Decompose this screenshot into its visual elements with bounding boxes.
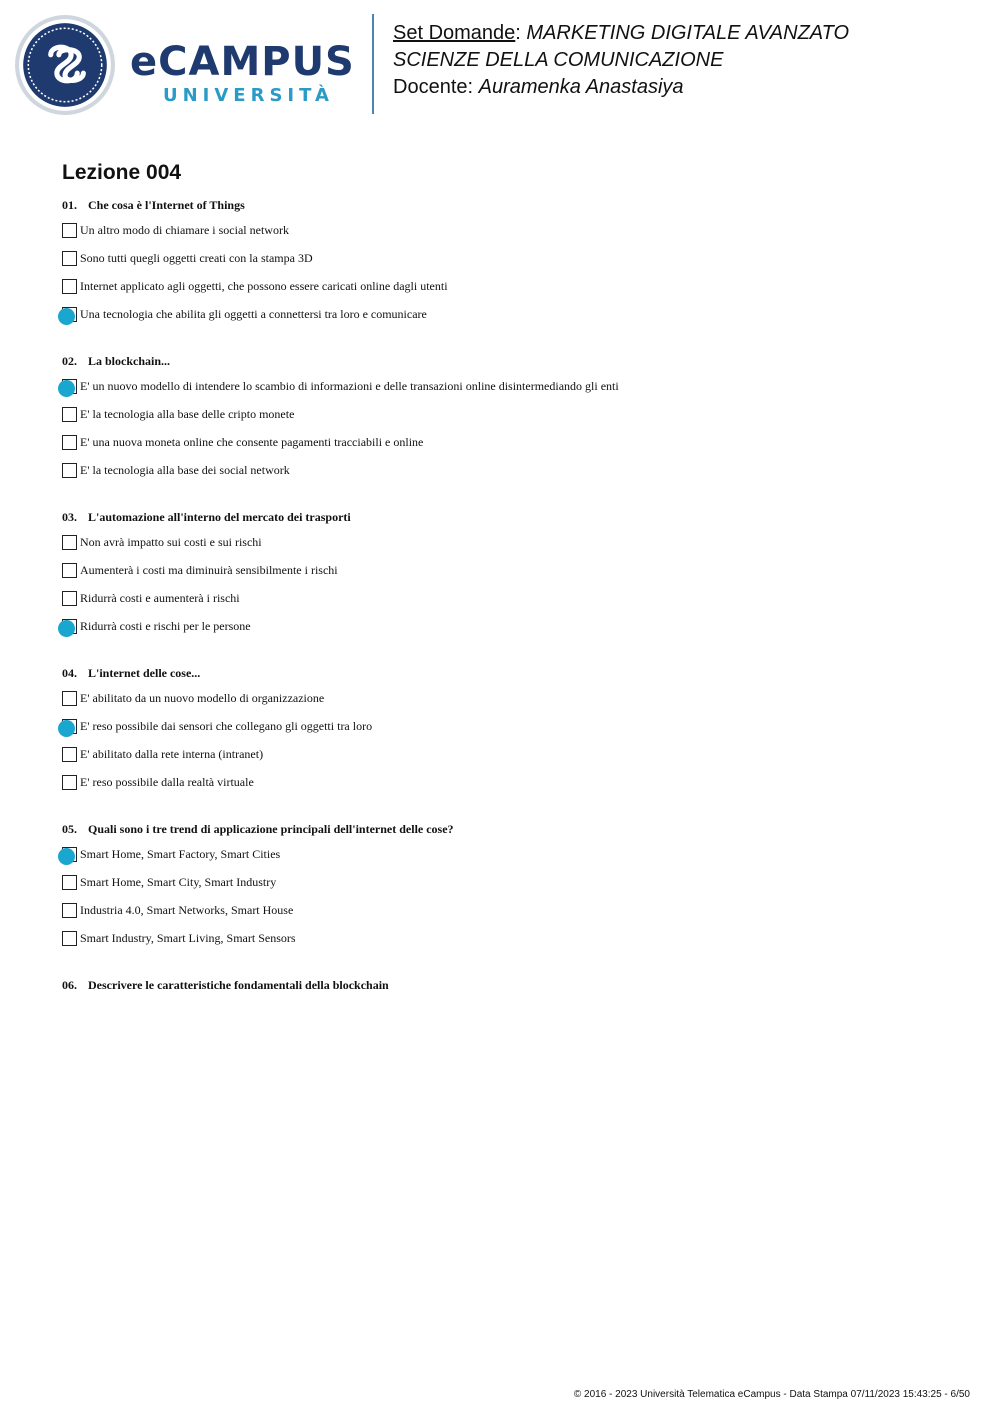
question-number: 06. [62, 978, 77, 992]
answer-label: Smart Industry, Smart Living, Smart Sensors [80, 931, 296, 945]
answer-checkbox[interactable] [62, 435, 77, 450]
answer-checkbox[interactable] [62, 563, 77, 578]
answer-option[interactable] [62, 589, 962, 617]
question-block [62, 507, 962, 645]
ecampus-wordmark [130, 38, 360, 118]
faculty-name: SCIENZE DELLA COMUNICAZIONE [393, 49, 724, 71]
answer-option[interactable] [62, 433, 962, 461]
question-block [62, 819, 962, 957]
answer-option[interactable] [62, 249, 962, 277]
selected-answer-marker [58, 848, 75, 865]
logo-subtext: UNIVERSITÀ [163, 85, 334, 106]
selected-answer-marker [58, 620, 75, 637]
answer-option[interactable] [62, 929, 962, 957]
answer-label: Sono tutti quegli oggetti creati con la stampa 3D [80, 251, 313, 265]
question-text: Descrivere le caratteristiche fondamentali della blockchain [88, 978, 389, 992]
logo-text: eCAMPUS [130, 39, 355, 85]
answer-option[interactable] [62, 377, 962, 405]
answer-checkbox[interactable] [62, 223, 77, 238]
answer-label: Ridurrà costi e rischi per le persone [80, 619, 251, 633]
answer-checkbox[interactable] [62, 875, 77, 890]
answer-label: E' abilitato dalla rete interna (intranet) [80, 747, 264, 761]
answer-label: Smart Home, Smart Factory, Smart Cities [80, 847, 281, 861]
question-title [62, 663, 962, 683]
answer-option[interactable] [62, 745, 962, 773]
question-text: L'internet delle cose... [88, 666, 201, 680]
answer-checkbox[interactable] [62, 775, 77, 790]
answer-label: E' reso possibile dai sensori che collegano gli oggetti tra loro [80, 719, 373, 733]
answer-label: E' abilitato da un nuovo modello di organizzazione [80, 691, 325, 705]
answer-label: Un altro modo di chiamare i social network [80, 223, 289, 237]
lesson-title: Lezione 004 [62, 161, 182, 184]
question-text: La blockchain... [88, 354, 171, 368]
answer-label: E' la tecnologia alla base dei social network [80, 463, 290, 477]
answer-checkbox[interactable] [62, 591, 77, 606]
answer-label: Non avrà impatto sui costi e sui rischi [80, 535, 262, 549]
teacher-name: Auramenka Anastasiya [478, 76, 684, 98]
selected-answer-marker [58, 380, 75, 397]
set-separator: : [515, 22, 521, 44]
selected-answer-marker [58, 308, 75, 325]
answer-checkbox[interactable] [62, 463, 77, 478]
answer-option[interactable] [62, 845, 962, 873]
answer-label: E' reso possibile dalla realtà virtuale [80, 775, 254, 789]
question-number: 02. [62, 354, 77, 368]
question-title [62, 195, 962, 215]
answer-option[interactable] [62, 221, 962, 249]
answer-option[interactable] [62, 405, 962, 433]
header-info [393, 20, 993, 101]
question-number: 05. [62, 822, 77, 836]
ecampus-seal-logo [14, 14, 116, 116]
answer-option[interactable] [62, 533, 962, 561]
question-list [62, 195, 962, 1013]
selected-answer-marker [58, 720, 75, 737]
answer-checkbox[interactable] [62, 279, 77, 294]
answer-option[interactable] [62, 561, 962, 589]
question-title [62, 975, 962, 995]
question-title [62, 507, 962, 527]
answer-option[interactable] [62, 873, 962, 901]
answer-label: Smart Home, Smart City, Smart Industry [80, 875, 277, 889]
answer-checkbox[interactable] [62, 903, 77, 918]
question-text: Che cosa è l'Internet of Things [88, 198, 245, 212]
page-header [0, 0, 1000, 130]
answer-option[interactable] [62, 901, 962, 929]
answer-label: Ridurrà costi e aumenterà i rischi [80, 591, 240, 605]
header-divider [372, 14, 374, 114]
answer-label: Internet applicato agli oggetti, che possono essere caricati online dagli utenti [80, 279, 448, 293]
answer-option[interactable] [62, 277, 962, 305]
answer-label: E' una nuova moneta online che consente pagamenti tracciabili e online [80, 435, 424, 449]
question-block [62, 975, 962, 995]
answer-label: Industria 4.0, Smart Networks, Smart House [80, 903, 294, 917]
answer-label: Una tecnologia che abilita gli oggetti a connettersi tra loro e comunicare [80, 307, 427, 321]
teacher-line [393, 74, 993, 101]
set-label: Set Domande [393, 22, 516, 44]
answer-label: Aumenterà i costi ma diminuirà sensibilmente i rischi [80, 563, 338, 577]
answer-checkbox[interactable] [62, 251, 77, 266]
question-number: 03. [62, 510, 77, 524]
page-footer: © 2016 - 2023 Università Telematica eCampus - Data Stampa 07/11/2023 15:43:25 - 6/50 [573, 1389, 970, 1400]
answer-checkbox[interactable] [62, 407, 77, 422]
answer-checkbox[interactable] [62, 931, 77, 946]
answer-option[interactable] [62, 717, 962, 745]
course-name: MARKETING DIGITALE AVANZATO [526, 22, 850, 44]
answer-checkbox[interactable] [62, 747, 77, 762]
answer-checkbox[interactable] [62, 691, 77, 706]
question-title [62, 819, 962, 839]
question-block [62, 351, 962, 489]
answer-option[interactable] [62, 461, 962, 489]
question-title [62, 351, 962, 371]
question-text: Quali sono i tre trend di applicazione principali dell'internet delle cose? [88, 822, 454, 836]
teacher-label: Docente: [393, 76, 474, 98]
answer-label: E' la tecnologia alla base delle cripto monete [80, 407, 295, 421]
question-block [62, 195, 962, 333]
answer-checkbox[interactable] [62, 535, 77, 550]
question-text: L'automazione all'interno del mercato dei trasporti [88, 510, 351, 524]
question-number: 01. [62, 198, 77, 212]
answer-option[interactable] [62, 689, 962, 717]
question-block [62, 663, 962, 801]
question-number: 04. [62, 666, 77, 680]
answer-option[interactable] [62, 305, 962, 333]
answer-label: E' un nuovo modello di intendere lo scambio di informazioni e delle transazioni online disintermediando gli enti [80, 379, 619, 393]
answer-option[interactable] [62, 773, 962, 801]
answer-option[interactable] [62, 617, 962, 645]
course-line [393, 20, 993, 47]
